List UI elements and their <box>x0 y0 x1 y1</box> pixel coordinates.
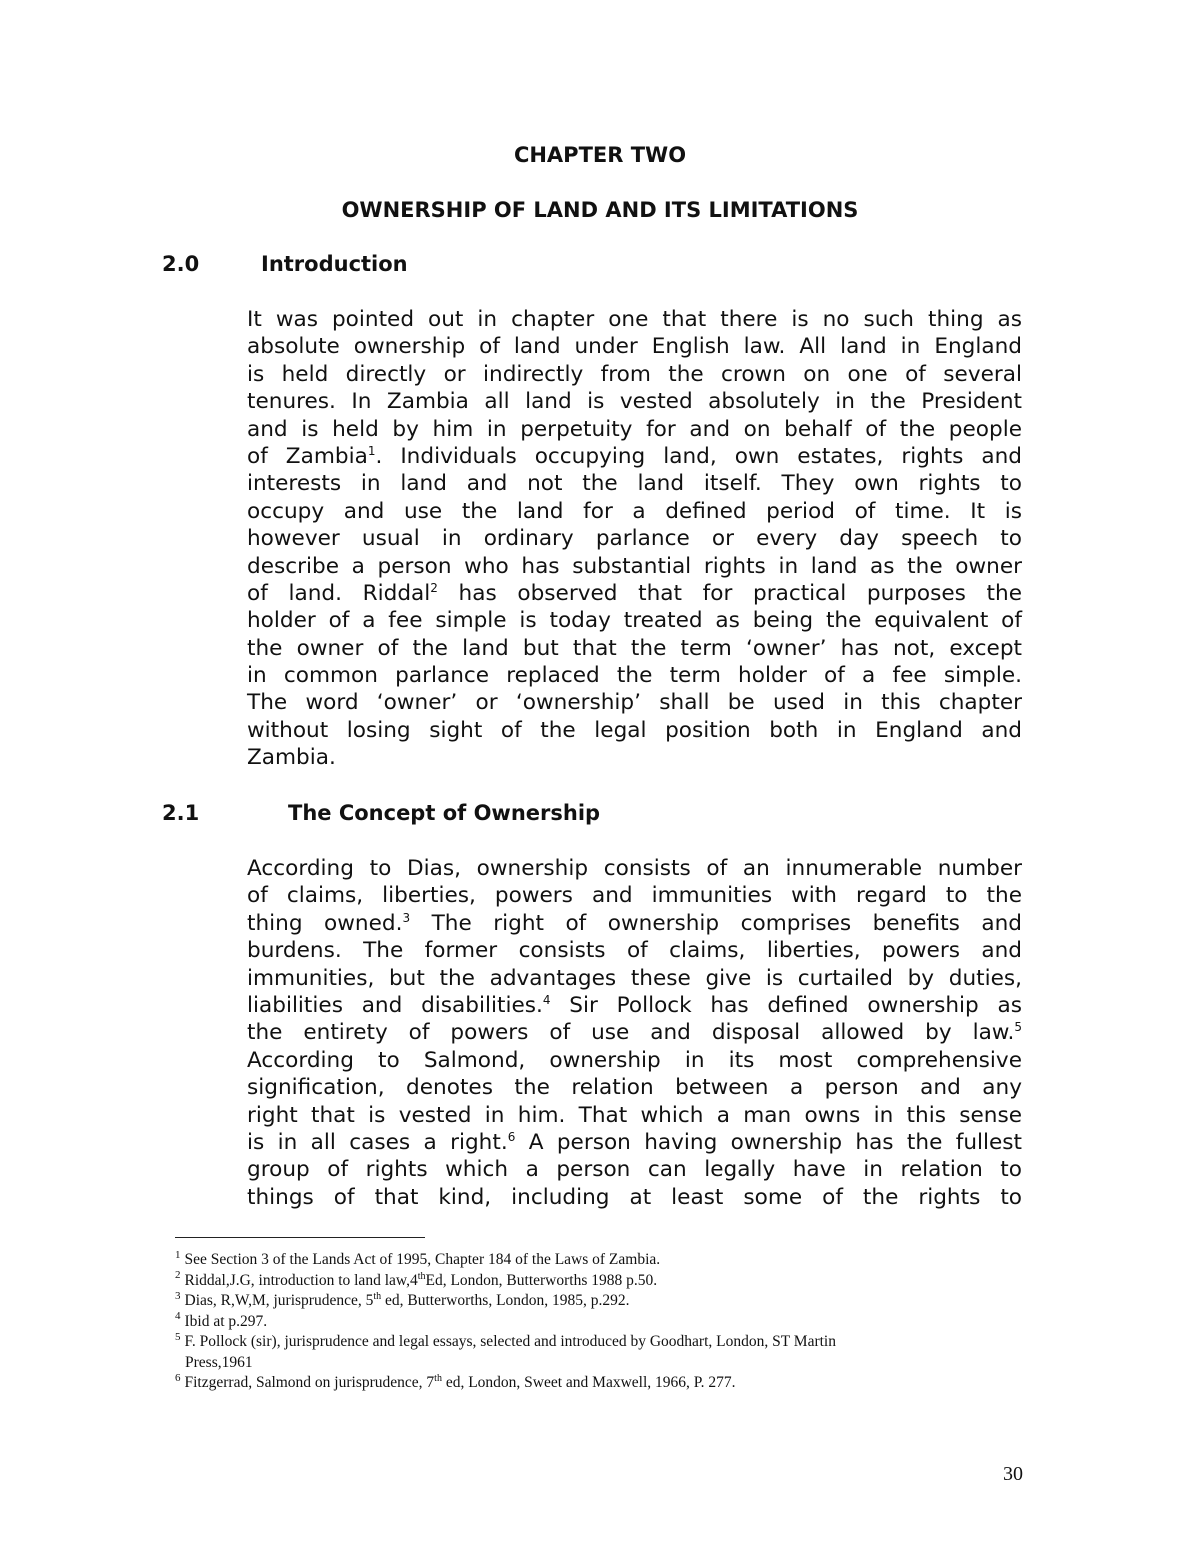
footnote-marker: 4 <box>542 992 551 1007</box>
paragraph-line: According to Dias, ownership consists of an innumerable number <box>247 856 1022 881</box>
footnote-text: ed, Butterworths, London, 1985, p.292. <box>381 1292 630 1309</box>
line-text: Sir Pollock has defined ownership as <box>550 992 1022 1018</box>
footnote-number: 4 <box>175 1310 181 1323</box>
paragraph-line: things of that kind, including at least some of the rights to <box>247 1184 1022 1210</box>
footnote-superscript: th <box>417 1270 426 1282</box>
footnote-number: 6 <box>175 1371 181 1384</box>
footnotes <box>175 1250 1055 1394</box>
footnote-text: ed, London, Sweet and Maxwell, 1966, P. 277. <box>441 1374 736 1391</box>
line-text: is in all cases a right. <box>247 1129 508 1155</box>
paragraph-line <box>247 910 1022 937</box>
paragraph-line: of claims, liberties, powers and immunities with regard to the <box>247 883 1022 909</box>
footnote-marker: 6 <box>507 1129 516 1144</box>
paragraph-line: in common parlance replaced the term holder of a fee simple. <box>247 663 1022 689</box>
line-text: A person having ownership has the fullest <box>515 1129 1023 1155</box>
footnote-marker: 5 <box>1014 1020 1022 1035</box>
paragraph-line: interests in land and not the land itself. They own rights to <box>247 471 1022 497</box>
paragraph-line: the owner of the land but that the term ‘owner’ has not, except <box>247 635 1022 661</box>
line-text: thing owned. <box>247 910 403 936</box>
footnote-marker: 1 <box>367 443 376 458</box>
footnote-text: Fitzgerrad, Salmond on jurisprudence, 7 <box>184 1374 435 1391</box>
footnote-2 <box>175 1271 1055 1292</box>
paragraph-line: tenures. In Zambia all land is vested absolutely in the President <box>247 389 1022 415</box>
paragraph-line: describe a person who has substantial rights in land as the owner <box>247 553 1022 579</box>
introduction-paragraph <box>247 306 1022 772</box>
paragraph-line: absolute ownership of land under English law. All land in England <box>247 334 1022 360</box>
footnote-continuation: Press,1961 <box>185 1353 253 1371</box>
footnote-3 <box>175 1291 1055 1312</box>
line-text: of Zambia <box>247 443 368 469</box>
line-text: the entirety of powers of use and disposal allowed by law. <box>247 1020 1015 1046</box>
footnote-text: F. Pollock (sir), jurisprudence and legal essays, selected and introduced by Goodhart, London, ST Martin <box>184 1333 836 1350</box>
paragraph-line: holder of a fee simple is today treated as being the equivalent of <box>247 608 1022 634</box>
chapter-title: CHAPTER TWO <box>513 143 687 167</box>
paragraph-line: signification, denotes the relation between a person and any <box>247 1075 1022 1101</box>
paragraph-line: and is held by him in perpetuity for and on behalf of the people <box>247 416 1022 442</box>
section-number: 2.0 <box>162 252 200 276</box>
footnote-number: 3 <box>175 1289 181 1302</box>
paragraph-line: however usual in ordinary parlance or every day speech to <box>247 526 1022 552</box>
paragraph-line <box>247 1019 1022 1046</box>
line-text: . Individuals occupying land, own estates, rights and <box>375 443 1022 469</box>
paragraph-line: It was pointed out in chapter one that there is no such thing as <box>247 307 1022 332</box>
footnote-number: 5 <box>175 1330 181 1343</box>
footnote-superscript: th <box>434 1372 442 1384</box>
paragraph-line: group of rights which a person can legally have in relation to <box>247 1157 1022 1183</box>
footnote-text: Ibid at p.297. <box>184 1312 268 1330</box>
paragraph-line: is held directly or indirectly from the crown on one of several <box>247 361 1022 387</box>
footnote-text: Riddal,J.G, introduction to land law,4 <box>184 1271 418 1289</box>
paragraph-line: occupy and use the land for a defined period of time. It is <box>247 498 1022 524</box>
line-text: The right of ownership comprises benefits and <box>410 910 1022 936</box>
footnote-text: Dias, R,W,M, jurisprudence, 5 <box>184 1292 374 1309</box>
footnote-1 <box>175 1250 1055 1271</box>
paragraph-line <box>247 992 1022 1019</box>
line-text: has observed that for practical purposes the <box>437 580 1022 606</box>
footnote-text: Ed, London, Butterworths 1988 p.50. <box>425 1271 658 1289</box>
footnote-4 <box>175 1312 1055 1333</box>
paragraph-line: According to Salmond, ownership in its most comprehensive <box>247 1047 1022 1073</box>
footnote-number: 2 <box>175 1269 181 1282</box>
paragraph-line <box>247 1129 1022 1156</box>
paragraph-line <box>247 580 1022 607</box>
footnote-marker: 3 <box>402 910 411 925</box>
page-number: 30 <box>1003 1463 1023 1485</box>
paragraph-line: The word ‘owner’ or ‘ownership’ shall be used in this chapter <box>247 690 1022 716</box>
footnote-text: See Section 3 of the Lands Act of 1995, Chapter 184 of the Laws of Zambia. <box>184 1251 661 1268</box>
paragraph-line: without losing sight of the legal position both in England and <box>247 717 1022 743</box>
paragraph-line: burdens. The former consists of claims, liberties, powers and <box>247 938 1022 964</box>
footnote-number: 1 <box>175 1248 181 1261</box>
footnote-separator <box>175 1237 425 1238</box>
line-text: liabilities and disabilities. <box>247 992 543 1018</box>
paragraph-line: right that is vested in him. That which a man owns in this sense <box>247 1102 1022 1128</box>
chapter-subtitle: OWNERSHIP OF LAND AND ITS LIMITATIONS <box>341 198 859 222</box>
section-title: Introduction <box>261 252 408 276</box>
concept-paragraph <box>247 855 1022 1211</box>
section-title: The Concept of Ownership <box>288 801 601 825</box>
paragraph-line <box>247 443 1022 470</box>
footnote-marker: 2 <box>430 580 438 595</box>
paragraph-line: immunities, but the advantages these give is curtailed by duties, <box>247 965 1022 991</box>
section-heading-introduction <box>162 252 408 276</box>
section-number: 2.1 <box>162 801 200 825</box>
line-text: of land. Riddal <box>247 580 431 606</box>
footnote-5 <box>175 1332 1055 1373</box>
footnote-superscript: th <box>373 1290 382 1302</box>
footnote-6 <box>175 1373 1055 1394</box>
paragraph-line: Zambia. <box>247 745 336 771</box>
section-heading-concept-of-ownership <box>162 801 601 825</box>
